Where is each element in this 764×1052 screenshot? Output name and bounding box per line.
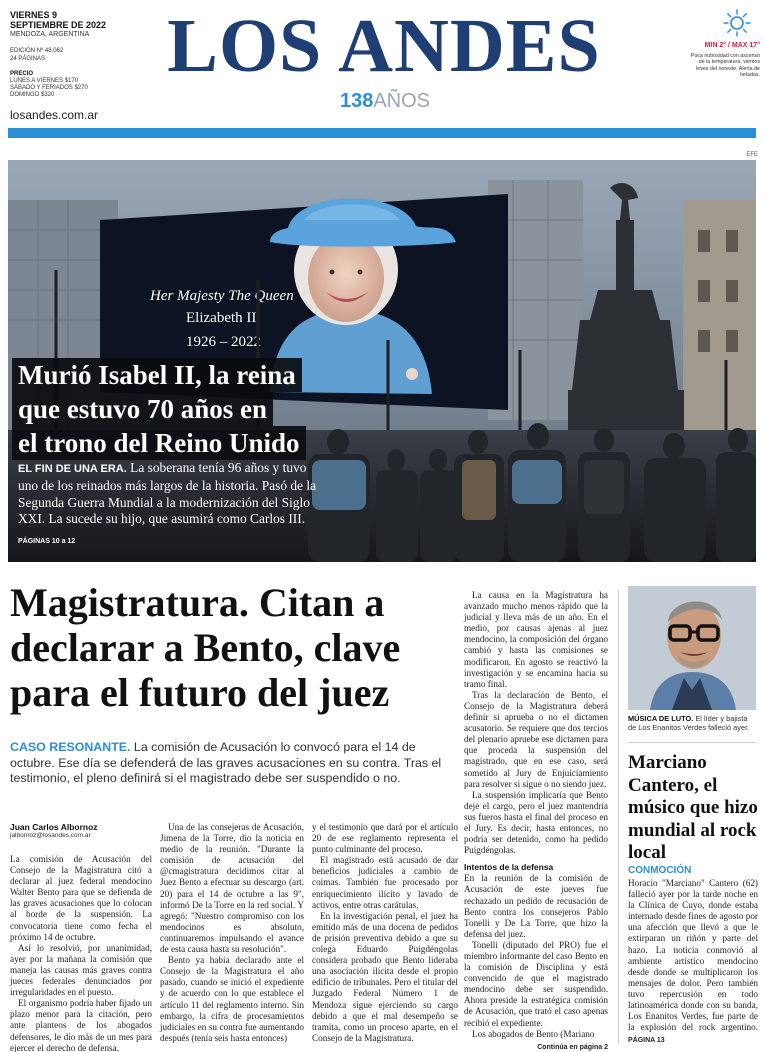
main-deck-text: La comisión de Acusación lo convocó para el 14 de octubre. Ese día se defenderá de las graves acusaciones en su contra. Tras el testimonio, el pleno definirá si el magistrado debe ser suspendido o no.: [10, 740, 442, 786]
photo-credit: EFE: [746, 152, 758, 158]
hero-deck: [18, 460, 318, 551]
article-paragraph: En la reunión de la comisión de Acusación de este jueves fue rechazado un pedido de recusación de Bento contra los consejeros Pablo Tonelli y De La Torre, que hizo la defensa del juez.: [464, 873, 608, 939]
hero-headline-line: que estuvo 70 años en: [12, 392, 273, 426]
screen-text-line: Elizabeth II: [186, 310, 257, 326]
masthead-accent-bar: [8, 128, 756, 138]
site-url[interactable]: losandes.com.ar: [10, 108, 99, 122]
temperature-range: [705, 42, 760, 49]
sidebar-caption-kicker: MÚSICA DE LUTO.: [628, 714, 694, 723]
article-paragraph: Los abogados de Bento (Mariano: [472, 1028, 595, 1039]
sidebar-divider: [628, 742, 756, 743]
main-headline[interactable]: [10, 580, 460, 715]
article-paragraph: La suspensión implicaría que Bento deje el cargo, pero el juez mantendría sus fueros hasta el final del proceso en el Jury. Es decir, hasta entonces, no podría ser detenido, como ha pedido Puigdéngolas.: [464, 789, 608, 856]
date-full: SEPTIEMBRE DE 2022: [10, 20, 107, 30]
temp-max: MAX 17°: [731, 42, 760, 49]
hero-headline[interactable]: [12, 358, 306, 460]
sidebar-headline[interactable]: Marciano Cantero, el músico que hizo mundial al rock local: [628, 752, 758, 863]
sidebar-photo-caption: [628, 714, 756, 733]
hero-deck-kicker: EL FIN DE UNA ERA.: [18, 463, 127, 475]
sidebar-body: [628, 878, 758, 1046]
weather-note: Poca nubosidad con ascenso de la temperatura, vientos leves del noreste. Alerta de heladas.: [690, 53, 760, 78]
byline: Juan Carlos Albornoz: [10, 822, 98, 832]
article-paragraph: Tonelli (diputado del PRO) fue el miembro informante del caso Bento en la comisión de Disciplina y está convencido de que el magistrado mendocino debe ser suspendido. Ahora preside la estratégica comisión de Acusación, que trató el caso apenas recibió el expediente.: [464, 939, 608, 1028]
article-column-1: [10, 822, 152, 1052]
hero-photo[interactable]: [8, 160, 756, 562]
anniversary-number: 138: [339, 90, 374, 112]
date-city: MENDOZA, ARGENTINA: [10, 31, 90, 38]
article-paragraph: La causa en la Magistratura ha avanzado mucho menos rápido que la judicial y lleva más de un año. En el medio, por causas ajenas al juez mendocino, la composición del órgano cambió y hasta las comisiones se modificaron. En agosto se reactivó la investigación y se encamina hacia su tramo final.: [464, 590, 608, 689]
main-deck: [10, 740, 450, 787]
masthead: [0, 0, 764, 140]
article-paragraph: El magistrado está acusado de dar beneficios judiciales a cambio de coimas. También fue procesado por enriquecimiento ilícito y lavado de activos, entre otras carátulas.: [312, 855, 458, 910]
date-block: [10, 10, 110, 99]
article-paragraph: En la investigación penal, el juez ha emitido más de una docena de pedidos de prisión preventiva debido a que su colega Eduardo Puigdéngolas considera probado que Bento lideraba una asociación ilícita desde el propio edificio de tribunales. Pero el titular del Juzgado Federal Número 1 de Mendoza sigue ejerciendo su cargo debido a que el mal desempeño se tramita, como un proceso aparte, en el Consejo de la Magistratura.: [312, 910, 458, 1043]
anniversary-badge: [290, 90, 480, 113]
price-line: SÁBADO Y FERIADOS $270: [10, 85, 88, 91]
article-subhead: Intentos de la defensa: [464, 862, 554, 873]
main-headline-rest: Citan a declarar a Bento, clave para el futuro del juez: [10, 580, 401, 715]
brand-logo[interactable]: LOS ANDES: [167, 4, 601, 88]
hero-deck-text: La soberana tenía 96 años y tuvo uno de los reinados más largos de la historia. Pasó de la Segunda Guerra Mundial a la modernización del Siglo XXI. La sucede su hijo, que asumirá como Carlos III.: [18, 460, 317, 527]
screen-text-line: 1926 – 2022: [186, 334, 261, 350]
price-line: LUNES A VIERNES $170: [10, 78, 79, 84]
article-paragraph: y el testimonio que dará por el artículo 20 de ese reglamento representa el punto culminante del proceso.: [312, 822, 458, 855]
date-weekday: VIERNES 9: [10, 10, 58, 20]
hero-headline-line: Murió Isabel II, la reina: [12, 358, 302, 392]
article-paragraph: Una de las consejeras de Acusación, Jimena de la Torre, dio la noticia en medio de la reunión. "Durante la comisión de acusación del @cmagistratura decidimos citar al Juez Bento a efectuar su descargo (art. 20) para el 14 de octubre a las 9", informó De la Torre en la red social. Y agregó: "Nuestro compromiso con los mendocinos es absoluto, continuaremos impulsando el avance de esta causa hasta su resolución".: [160, 822, 304, 955]
article-column-3: [312, 822, 458, 1044]
sidebar-kicker: CONMOCIÓN: [628, 865, 692, 876]
sun-icon: [722, 8, 752, 38]
sidebar-body-text: Horacio "Marciano" Cantero (62) falleció ayer por la tarde noche en la Clínica de Cuyo, donde estaba internado desde fines de agosto por una afección que llevó a que le extirparan un riñón y parte del hazo. La noticia conmovió al ambiente artístico mendocino desde donde se multiplicaron los mensajes de dolor. Pero también tuvo repercusión en todo latinoamérica donde con su banda, Los Enanitos Verdes, fue parte de la explosión del rock argentino.: [628, 878, 758, 1033]
sidebar-page-ref[interactable]: PÁGINA 13: [628, 1037, 665, 1045]
temp-min: MIN 2°: [704, 42, 727, 49]
main-deck-kicker: CASO RESONANTE.: [10, 740, 131, 754]
article-paragraph: Tras la declaración de Bento, el Consejo de la Magistratura deberá definir si aprueba o no el dictamen acusatorio. Se requiere que dos tercios del plenario apruebe ese dictamen para que proceda la suspensión del magistrado, que en ese caso, será sometido al Jury de Enjuiciamiento para resolver si sigue o no siendo juez.: [464, 689, 608, 789]
price-title: PRECIO: [10, 71, 34, 77]
anniversary-word: AÑOS: [373, 90, 431, 112]
temp-separator: /: [726, 42, 732, 49]
edition-number: EDICIÓN Nº 48.062: [10, 48, 64, 54]
screen-text-line: Her Majesty The Queen: [150, 288, 294, 304]
main-headline-lead: Magistratura.: [10, 580, 249, 625]
byline-email[interactable]: jalbornoz@losandes.com.ar: [10, 832, 91, 839]
continued-link[interactable]: Continúa en página 2: [537, 1043, 608, 1051]
pages-count: 24 PÁGINAS: [10, 56, 46, 62]
column-divider: [618, 590, 619, 1044]
price-line: DOMINGO $320: [10, 92, 55, 98]
hero-page-ref[interactable]: PÁGINAS 10 a 12: [18, 538, 76, 546]
sidebar-photo[interactable]: [628, 586, 756, 710]
article-paragraph: Así lo resolvió, por unanimidad, ayer por la mañana la comisión que maneja las causas más graves contra jueces federales denunciados por irregularidades en el puesto.: [10, 942, 152, 998]
musician-portrait: [628, 586, 756, 710]
article-paragraph: Bento ya había declarado ante el Consejo de la Magistratura el año pasado, cuando se inició el expediente y de acuerdo con lo que establece el artículo 11 del reglamento interno. Sin embargo, la cifra de procesamientos judiciales en su contra fue aumentando después (tenía seis hasta entonces): [160, 955, 304, 1043]
article-column-4: [464, 590, 608, 1052]
article-column-2: [160, 822, 304, 1044]
sidebar-caption-text: El líder y bajista de Los Enanitos Verdes falleció ayer.: [628, 714, 750, 733]
article-paragraph: La comisión de Acusación del Consejo de la Magistratura citó a declarar al juez federal mendocino Walter Bento para que se defienda de las graves acusaciones que lo colocan al borde de la suspensión. La convocatoria tiene como fecha el próximo 14 de octubre.: [10, 854, 152, 942]
article-paragraph: El organismo podría haber fijado un plazo menor para la citación, pero ante planteos de los abogados defensores, le dio más de un mes para ejercer el derecho de defensa.: [10, 998, 152, 1052]
hero-headline-line: el trono del Reino Unido: [12, 426, 306, 460]
